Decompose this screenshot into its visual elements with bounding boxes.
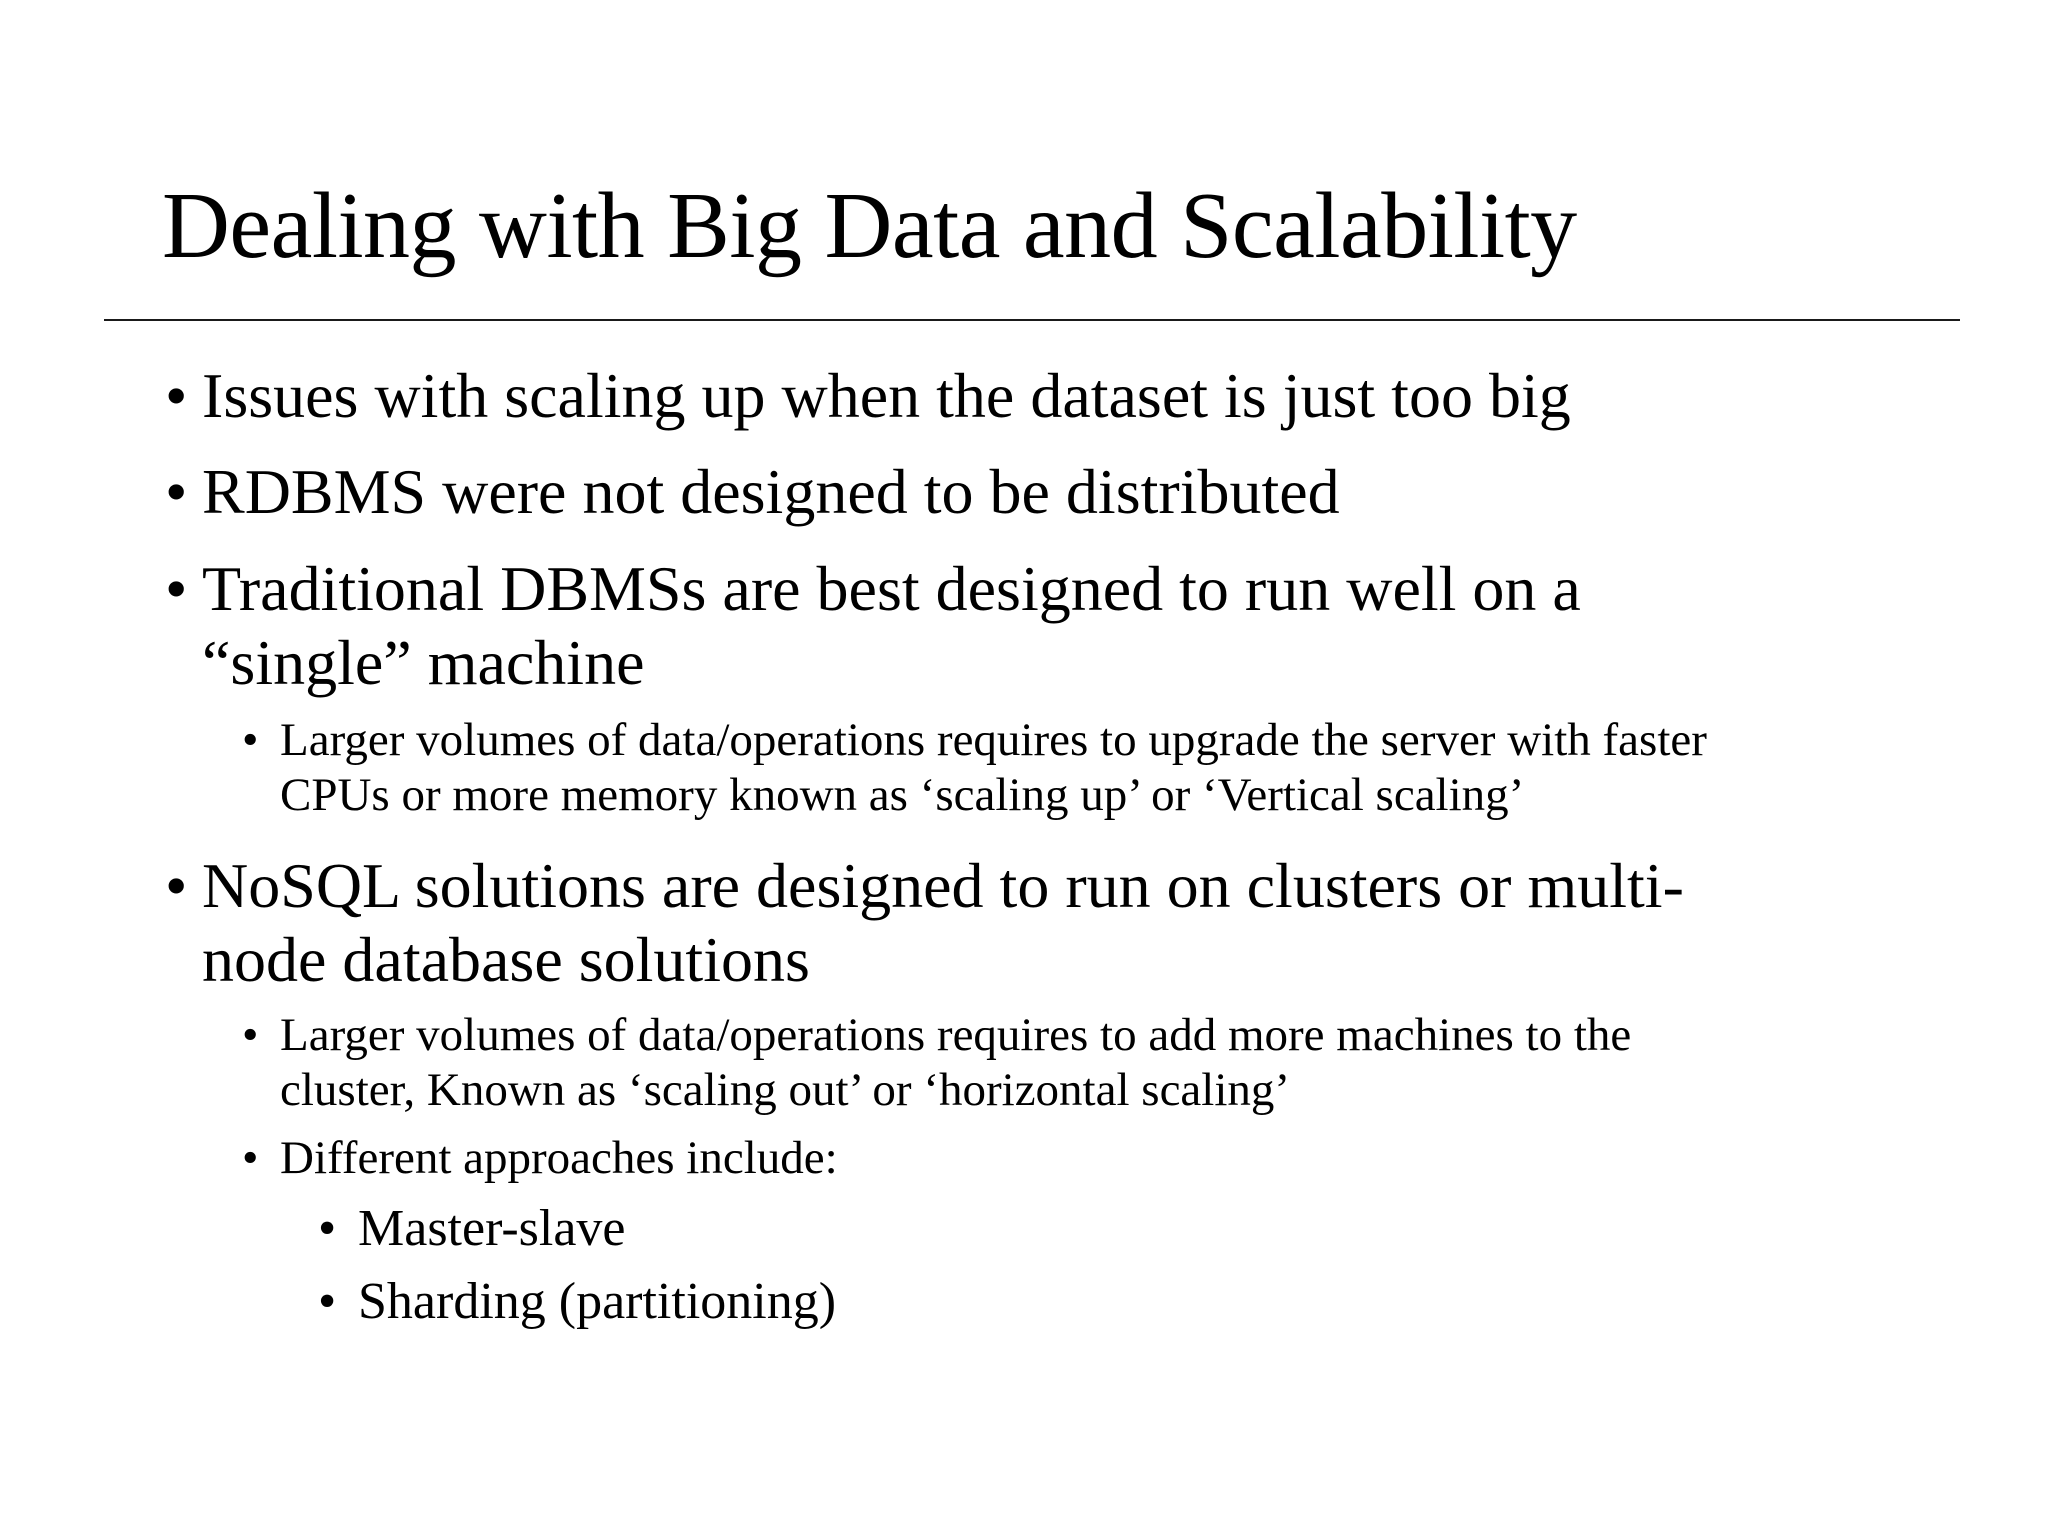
sub-bullet-scaling-up	[242, 713, 1707, 823]
bullet-text-line-2: node database solutions	[202, 924, 810, 995]
bullet-marker: •	[165, 850, 188, 921]
sub-bullet-scaling-out	[242, 1008, 1632, 1118]
sub-bullet-approaches	[242, 1131, 838, 1186]
bullet-item-scaling-issues	[165, 359, 1571, 433]
sub-bullet-text-line-2: cluster, Known as ‘scaling out’ or ‘horizontal scaling’	[280, 1064, 1291, 1116]
slide-title: Dealing with Big Data and Scalability	[162, 174, 1577, 278]
sub-bullet-text-line-1: Larger volumes of data/operations requires to upgrade the server with faster	[280, 714, 1707, 766]
bullet-item-rdbms	[165, 455, 1340, 529]
bullet-text: RDBMS were not designed to be distributed	[202, 456, 1340, 527]
bullet-text-line-2: “single” machine	[202, 627, 645, 698]
bullet-marker: •	[242, 1009, 259, 1061]
bullet-text: Issues with scaling up when the dataset is just too big	[202, 360, 1571, 431]
bullet-marker: •	[242, 714, 259, 766]
sub-sub-bullet-text: Sharding (partitioning)	[358, 1273, 837, 1330]
sub-bullet-text-line-1: Larger volumes of data/operations requires to add more machines to the	[280, 1009, 1632, 1061]
sub-bullet-text: Different approaches include:	[280, 1132, 838, 1184]
sub-bullet-text-line-2: CPUs or more memory known as ‘scaling up’ or ‘Vertical scaling’	[280, 769, 1525, 821]
bullet-item-traditional-dbms	[165, 552, 1581, 700]
bullet-marker: •	[318, 1273, 337, 1330]
bullet-text-line-1: NoSQL solutions are designed to run on clusters or multi-	[202, 850, 1684, 921]
sub-sub-bullet-master-slave	[318, 1199, 626, 1259]
bullet-marker: •	[318, 1200, 337, 1257]
bullet-marker: •	[165, 456, 188, 527]
bullet-marker: •	[165, 360, 188, 431]
sub-sub-bullet-sharding	[318, 1272, 837, 1332]
bullet-marker: •	[165, 553, 188, 624]
bullet-marker: •	[242, 1132, 259, 1184]
bullet-text-line-1: Traditional DBMSs are best designed to run well on a	[202, 553, 1581, 624]
bullet-item-nosql	[165, 849, 1684, 997]
sub-sub-bullet-text: Master-slave	[358, 1200, 626, 1257]
